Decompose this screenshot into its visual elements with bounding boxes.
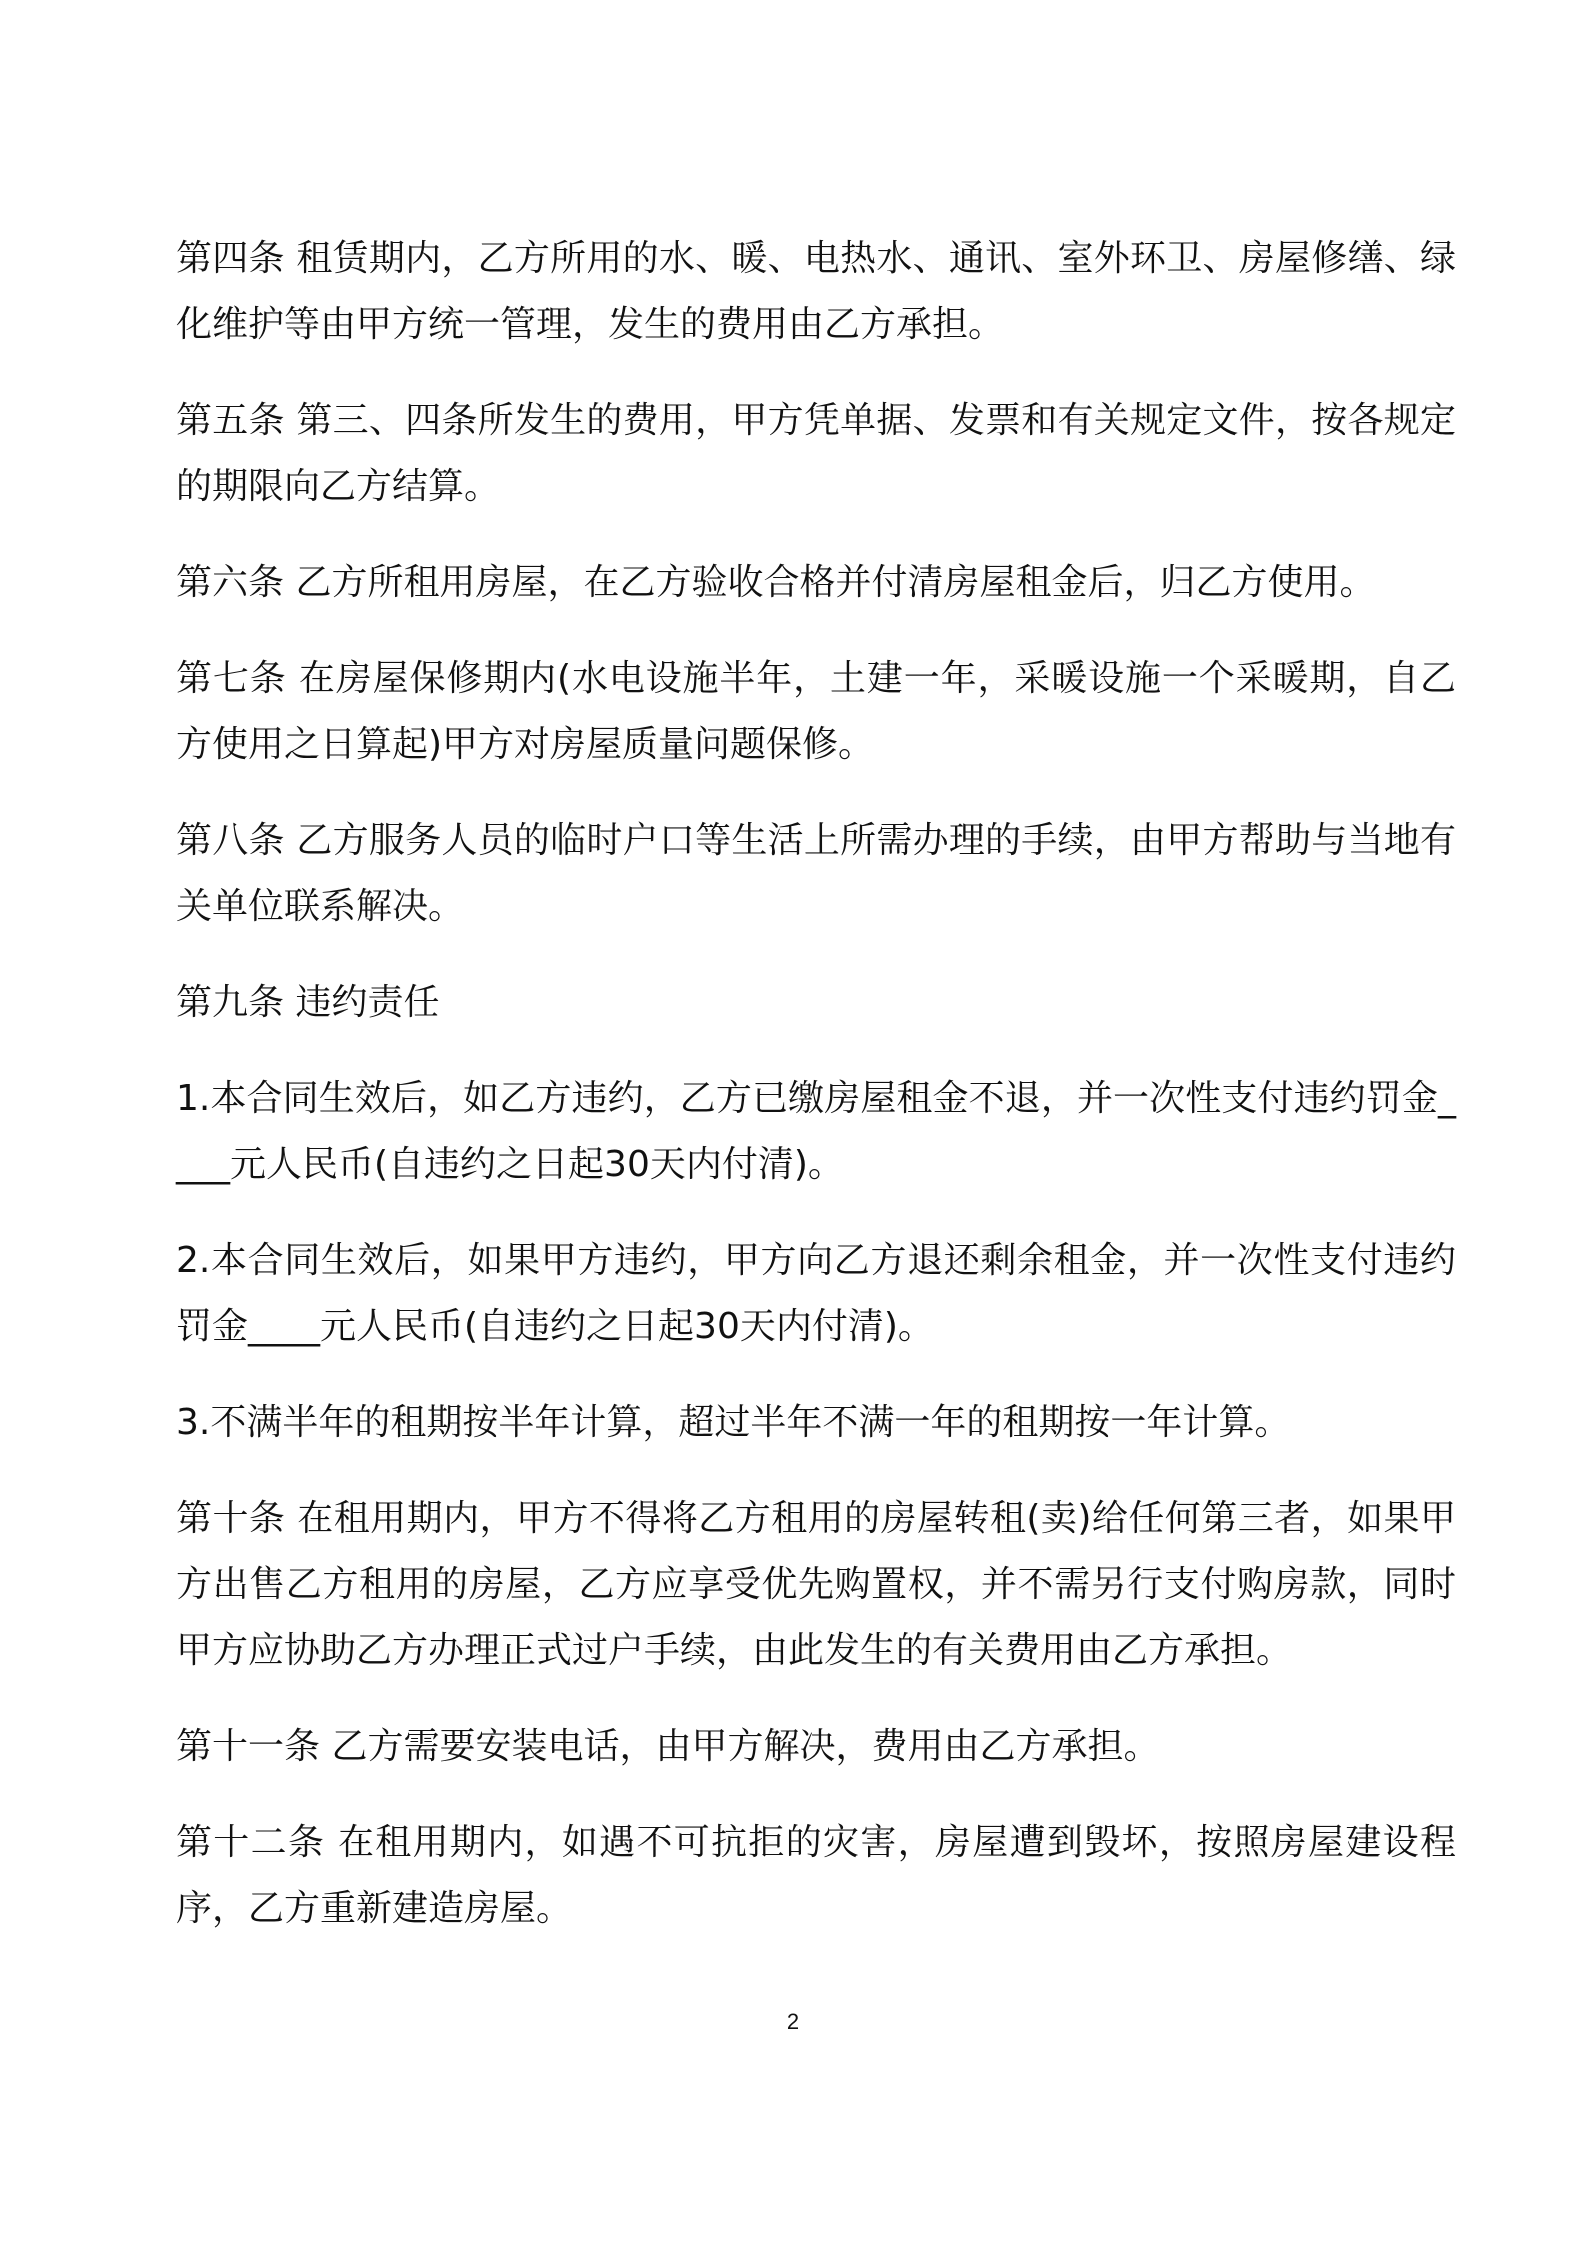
clause-10: 第十条 在租用期内，甲方不得将乙方租用的房屋转租(卖)给任何第三者，如果甲方出售乙方租用的房屋，乙方应享受优先购置权，并不需另行支付购房款，同时甲方应协助乙方办理正式过户手续，由此发生的有关费用由乙方承担。 — [176, 1498, 1456, 1671]
clause-9-item-2: 2.本合同生效后，如果甲方违约，甲方向乙方退还剩余租金，并一次性支付违约罚金____元人民币(自违约之日起30天内付清)。 — [176, 1240, 1456, 1347]
clause-5: 第五条 第三、四条所发生的费用，甲方凭单据、发票和有关规定文件，按各规定的期限向乙方结算。 — [176, 400, 1456, 507]
clause-9-heading: 第九条 违约责任 — [176, 982, 440, 1023]
contract-body — [176, 226, 1456, 1972]
clause-6: 第六条 乙方所租用房屋，在乙方验收合格并付清房屋租金后，归乙方使用。 — [176, 562, 1376, 603]
clause-9-item-3: 3.不满半年的租期按半年计算，超过半年不满一年的租期按一年计算。 — [176, 1402, 1291, 1443]
clause-9-item-1: 1.本合同生效后，如乙方违约，乙方已缴房屋租金不退，并一次性支付违约罚金____元人民币(自违约之日起30天内付清)。 — [176, 1078, 1456, 1185]
page-number: 2 — [786, 2009, 800, 2034]
clause-11: 第十一条 乙方需要安装电话，由甲方解决，费用由乙方承担。 — [176, 1726, 1160, 1767]
clause-12: 第十二条 在租用期内，如遇不可抗拒的灾害，房屋遭到毁坏，按照房屋建设程序，乙方重新建造房屋。 — [176, 1822, 1456, 1929]
clause-8: 第八条 乙方服务人员的临时户口等生活上所需办理的手续，由甲方帮助与当地有关单位联系解决。 — [176, 820, 1456, 927]
clause-4: 第四条 租赁期内，乙方所用的水、暖、电热水、通讯、室外环卫、房屋修缮、绿化维护等由甲方统一管理，发生的费用由乙方承担。 — [176, 238, 1456, 345]
clause-7: 第七条 在房屋保修期内(水电设施半年，土建一年，采暖设施一个采暖期，自乙方使用之日算起)甲方对房屋质量问题保修。 — [176, 658, 1456, 765]
